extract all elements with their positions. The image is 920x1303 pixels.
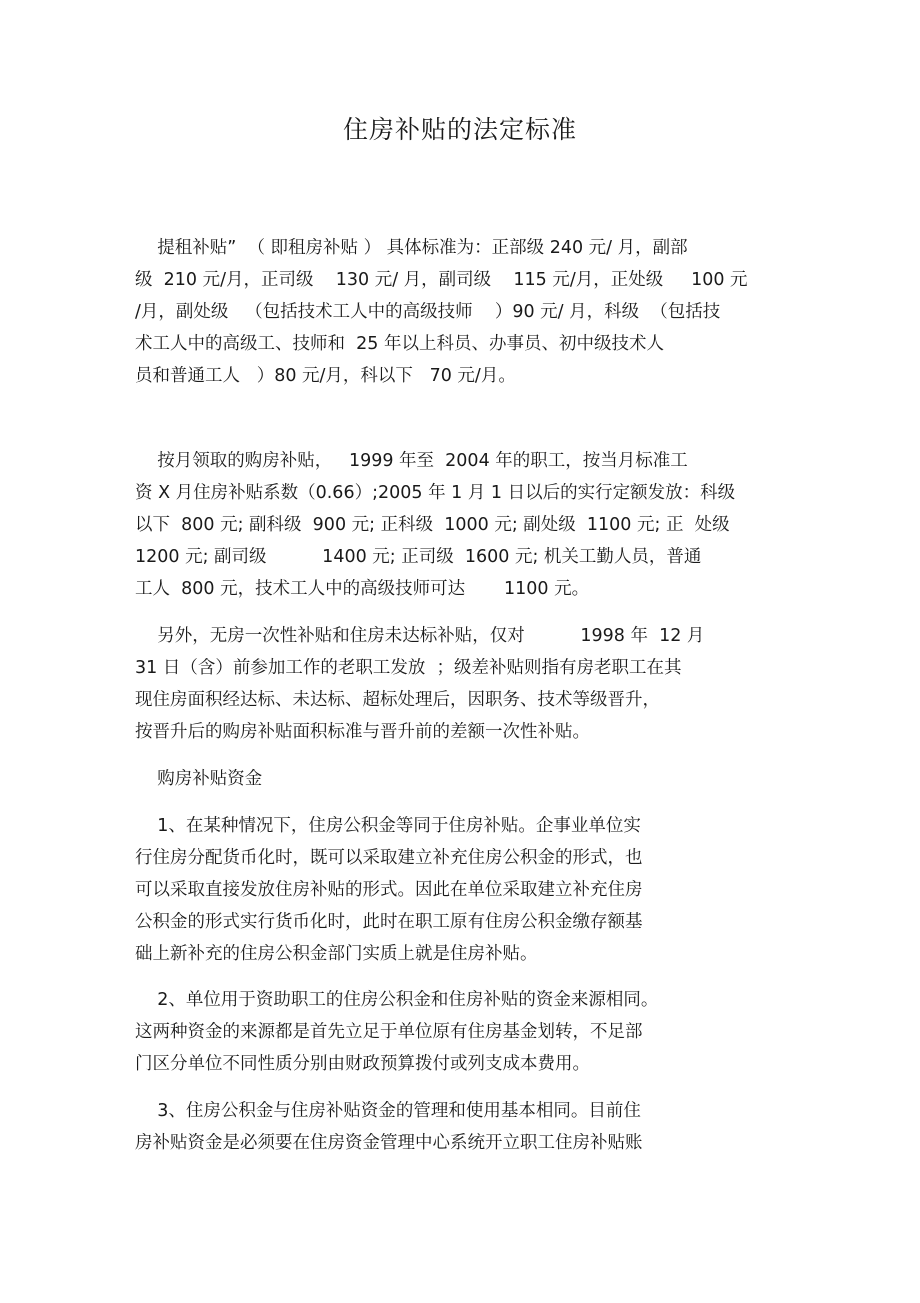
document-title: 住房补贴的法定标准 xyxy=(342,115,577,144)
paragraph-7-line-2: 房补贴资金是必须要在住房资金管理中心系统开立职工住房补贴账 xyxy=(135,1133,643,1153)
paragraph-1-line-1: 提租补贴” （ 即租房补贴 ） 具体标准为：正部级 240 元/ 月，副部 xyxy=(135,238,688,258)
paragraph-5-line-4: 公积金的形式实行货币化时，此时在职工原有住房公积金缴存额基 xyxy=(135,912,643,932)
paragraph-1-line-4: 术工人中的高级工、技师和 25 年以上科员、办事员、初中级技术人 xyxy=(135,334,664,354)
paragraph-2-line-1: 按月领取的购房补贴， 1999 年至 2004 年的职工，按当月标准工 xyxy=(135,451,688,471)
paragraph-2-line-4: 1200 元; 副司级 1400 元; 正司级 1600 元; 机关工勤人员，普通 xyxy=(135,547,702,567)
paragraph-5-line-5: 础上新补充的住房公积金部门实质上就是住房补贴。 xyxy=(135,944,538,964)
paragraph-1-line-5: 员和普通工人 ）80 元/月，科以下 70 元/月。 xyxy=(135,366,516,386)
paragraph-6-line-2: 这两种资金的来源都是首先立足于单位原有住房基金划转，不足部 xyxy=(135,1022,643,1042)
paragraph-1-line-2: 级 210 元/月，正司级 130 元/ 月，副司级 115 元/月，正处级 100 元 xyxy=(135,270,748,290)
paragraph-2-line-5: 工人 800 元，技术工人中的高级技师可达 1100 元。 xyxy=(135,579,590,599)
paragraph-3-line-1: 另外，无房一次性补贴和住房未达标补贴，仅对 1998 年 12 月 xyxy=(135,626,705,646)
paragraph-2-line-3: 以下 800 元; 副科级 900 元; 正科级 1000 元; 副处级 1100 元; 正 处级 xyxy=(135,515,730,535)
paragraph-5-line-1: 1、在某种情况下，住房公积金等同于住房补贴。企事业单位实 xyxy=(135,816,641,836)
paragraph-3-line-2: 31 日（含）前参加工作的老职工发放 ；级差补贴则指有房老职工在其 xyxy=(135,658,682,678)
paragraph-3-line-3: 现住房面积经达标、未达标、超标处理后，因职务、技术等级晋升， xyxy=(135,690,660,710)
section-heading-housing-subsidy-funds: 购房补贴资金 xyxy=(135,769,263,789)
paragraph-5-line-3: 可以采取直接发放住房补贴的形式。因此在单位采取建立补充住房 xyxy=(135,880,643,900)
paragraph-2-line-2: 资 X 月住房补贴系数（0.66）;2005 年 1 月 1 日以后的实行定额发放：科级 xyxy=(135,483,736,503)
paragraph-1-line-3: /月，副处级 （包括技术工人中的高级技师 ）90 元/ 月，科级 （包括技 xyxy=(135,302,721,322)
paragraph-6-line-3: 门区分单位不同性质分别由财政预算拨付或列支成本费用。 xyxy=(135,1054,590,1074)
paragraph-5-line-2: 行住房分配货币化时，既可以采取建立补充住房公积金的形式，也 xyxy=(135,848,643,868)
paragraph-6-line-1: 2、单位用于资助职工的住房公积金和住房补贴的资金来源相同。 xyxy=(135,990,659,1010)
paragraph-3-line-4: 按晋升后的购房补贴面积标准与晋升前的差额一次性补贴。 xyxy=(135,722,590,742)
paragraph-7-line-1: 3、住房公积金与住房补贴资金的管理和使用基本相同。目前住 xyxy=(135,1101,641,1121)
